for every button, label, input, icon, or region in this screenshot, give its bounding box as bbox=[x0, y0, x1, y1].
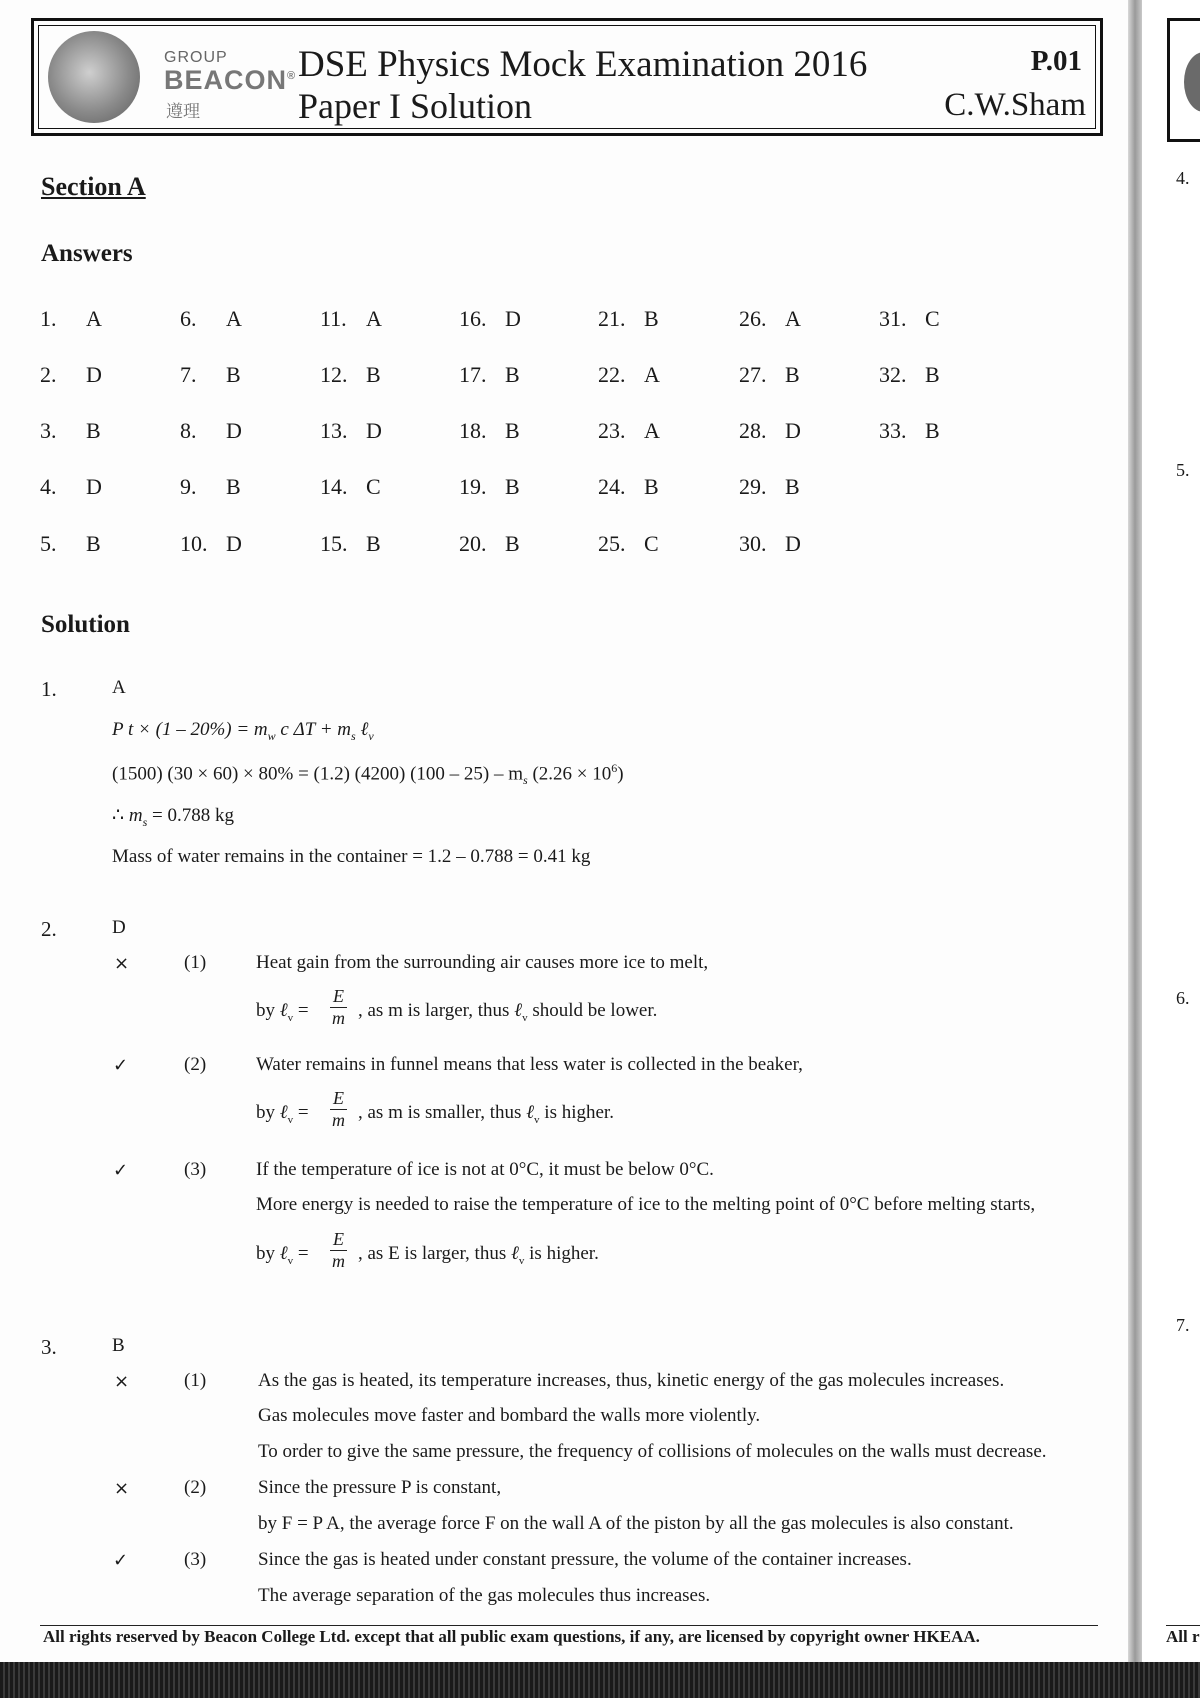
answer-item bbox=[320, 362, 381, 388]
q3-s3-text-1: Since the gas is heated under constant pressure, the volume of the container increases. bbox=[258, 1549, 912, 1570]
answer-letter: B bbox=[925, 418, 940, 443]
answer-item bbox=[459, 418, 520, 444]
answer-item bbox=[739, 362, 800, 388]
copyright-footer: All rights reserved by Beacon College Ltd. except that all public exam questions, if any, are licensed by copyright owner HKEAA. bbox=[43, 1627, 980, 1646]
adjacent-footer-divider bbox=[1166, 1625, 1200, 1626]
answer-letter: A bbox=[86, 306, 102, 331]
answer-letter: B bbox=[505, 418, 520, 443]
answer-letter: A bbox=[644, 418, 660, 443]
answer-number: 27. bbox=[739, 362, 767, 387]
answer-item bbox=[459, 474, 520, 500]
answer-number: 1. bbox=[40, 306, 57, 331]
q2-s2-fraction: $\frac{E}{m}$ bbox=[332, 1088, 345, 1130]
answer-letter: A bbox=[644, 362, 660, 387]
answer-number: 29. bbox=[739, 474, 767, 499]
q2-s1-tail: , as m is larger, thus ℓ$_v$ should be lower. bbox=[358, 1000, 658, 1024]
answer-item bbox=[180, 306, 242, 332]
answer-item bbox=[739, 418, 801, 444]
q1-equation-3: ∴ $m_s = 0.788$ kg bbox=[112, 805, 234, 829]
answer-number: 31. bbox=[879, 306, 907, 331]
page-number: P.01 bbox=[1030, 45, 1082, 77]
answer-number: 32. bbox=[879, 362, 907, 387]
answer-letter: B bbox=[226, 474, 241, 499]
answer-letter: D bbox=[86, 362, 102, 387]
answer-item bbox=[739, 531, 801, 557]
q2-s2-by: by ℓ$_v$ = bbox=[256, 1102, 309, 1126]
answer-item bbox=[180, 418, 242, 444]
answer-number: 13. bbox=[320, 418, 348, 443]
q2-s3-number: (3) bbox=[184, 1159, 207, 1180]
answer-number: 20. bbox=[459, 531, 487, 556]
answer-item bbox=[40, 531, 101, 557]
page-gutter bbox=[1128, 0, 1142, 1698]
answer-number: 28. bbox=[739, 418, 767, 443]
q3-s1-text-3: To order to give the same pressure, the frequency of collisions of molecules on the walls must decrease. bbox=[258, 1441, 1047, 1462]
answer-letter: A bbox=[785, 306, 801, 331]
answer-letter: B bbox=[644, 306, 659, 331]
author-name: C.W.Sham bbox=[944, 87, 1086, 123]
answer-number: 21. bbox=[598, 306, 626, 331]
answer-item bbox=[598, 362, 660, 388]
answer-number: 16. bbox=[459, 306, 487, 331]
answer-number: 23. bbox=[598, 418, 626, 443]
answer-item bbox=[598, 531, 659, 557]
answer-item bbox=[40, 474, 102, 500]
q3-s3-check-icon: ✓ bbox=[113, 1550, 129, 1571]
q1-number: 1. bbox=[41, 677, 57, 701]
q3-answer: B bbox=[112, 1335, 125, 1356]
q3-s1-cross-icon: × bbox=[114, 1371, 130, 1392]
q2-s3-fraction: $\frac{E}{m}$ bbox=[332, 1229, 345, 1271]
document-subtitle: Paper I Solution bbox=[298, 86, 532, 126]
answer-number: 5. bbox=[40, 531, 57, 556]
answer-number: 22. bbox=[598, 362, 626, 387]
q2-s3-text-2: More energy is needed to raise the temperature of ice to the melting point of 0°C before melting starts, bbox=[256, 1194, 1036, 1215]
answer-item bbox=[459, 362, 520, 388]
logo-beacon-text: BEACON® bbox=[164, 65, 297, 95]
answer-letter: B bbox=[644, 474, 659, 499]
q2-s2-tail: , as m is smaller, thus ℓ$_v$ is higher. bbox=[358, 1102, 614, 1126]
adjacent-question-6: 6. bbox=[1176, 988, 1190, 1008]
q1-equation-4: Mass of water remains in the container = 1.2 – 0.788 = 0.41 kg bbox=[112, 846, 591, 867]
q3-s2-number: (2) bbox=[184, 1477, 207, 1498]
answer-letter: B bbox=[366, 531, 381, 556]
adjacent-question-4: 4. bbox=[1176, 168, 1190, 188]
answer-item bbox=[739, 306, 801, 332]
page-header bbox=[31, 18, 1103, 136]
answer-item bbox=[320, 531, 381, 557]
answer-number: 15. bbox=[320, 531, 348, 556]
logo-chinese-text: 遵理 bbox=[166, 102, 200, 122]
section-title: Section A bbox=[41, 172, 146, 201]
q3-number: 3. bbox=[41, 1335, 57, 1359]
answer-number: 14. bbox=[320, 474, 348, 499]
answer-letter: D bbox=[785, 418, 801, 443]
answer-number: 4. bbox=[40, 474, 57, 499]
answer-letter: D bbox=[226, 531, 242, 556]
answer-letter: D bbox=[505, 306, 521, 331]
answer-letter: B bbox=[86, 418, 101, 443]
answer-letter: B bbox=[505, 362, 520, 387]
answer-number: 7. bbox=[180, 362, 197, 387]
q3-s1-text-2: Gas molecules move faster and bombard the walls more violently. bbox=[258, 1405, 761, 1426]
answer-number: 18. bbox=[459, 418, 487, 443]
adjacent-page bbox=[1142, 0, 1200, 1662]
q3-s1-text-1: As the gas is heated, its temperature increases, thus, kinetic energy of the gas molecules increases. bbox=[258, 1370, 1005, 1391]
answer-number: 25. bbox=[598, 531, 626, 556]
answer-item bbox=[879, 362, 940, 388]
beacon-logo-icon bbox=[48, 31, 140, 123]
answer-letter: B bbox=[505, 474, 520, 499]
answer-item bbox=[40, 362, 102, 388]
q2-s1-cross-icon: × bbox=[114, 953, 130, 974]
answer-letter: A bbox=[366, 306, 382, 331]
q3-s2-text-1: Since the pressure P is constant, bbox=[258, 1477, 502, 1498]
answer-item bbox=[459, 306, 521, 332]
q2-s3-by: by ℓ$_v$ = bbox=[256, 1243, 309, 1267]
answer-letter: C bbox=[366, 474, 381, 499]
answer-number: 8. bbox=[180, 418, 197, 443]
answer-number: 33. bbox=[879, 418, 907, 443]
answer-item bbox=[180, 474, 241, 500]
q2-s3-check-icon: ✓ bbox=[113, 1160, 129, 1181]
answer-letter: D bbox=[226, 418, 242, 443]
q2-s2-check-icon: ✓ bbox=[113, 1055, 129, 1076]
answer-item bbox=[40, 418, 101, 444]
q2-s1-fraction: $\frac{E}{m}$ bbox=[332, 986, 345, 1028]
answer-number: 11. bbox=[320, 306, 347, 331]
answer-item bbox=[879, 418, 940, 444]
answer-item bbox=[598, 418, 660, 444]
answer-item bbox=[40, 306, 102, 332]
answer-item bbox=[320, 474, 381, 500]
scan-bottom-edge bbox=[0, 1662, 1200, 1698]
answer-item bbox=[320, 306, 382, 332]
answer-item bbox=[598, 306, 659, 332]
q2-s3-tail: , as E is larger, thus ℓ$_v$ is higher. bbox=[358, 1243, 599, 1267]
answer-item bbox=[459, 531, 520, 557]
q2-s3-text-1: If the temperature of ice is not at 0°C, it must be below 0°C. bbox=[256, 1159, 714, 1180]
q3-s1-number: (1) bbox=[184, 1370, 207, 1391]
answer-item bbox=[598, 474, 659, 500]
q3-s3-text-2: The average separation of the gas molecules thus increases. bbox=[258, 1585, 711, 1606]
answer-letter: B bbox=[366, 362, 381, 387]
logo-group-text: GROUP bbox=[164, 49, 228, 66]
answers-heading: Answers bbox=[41, 240, 133, 267]
answer-item bbox=[180, 362, 241, 388]
answer-letter: B bbox=[785, 362, 800, 387]
adjacent-footer-fragment: All r bbox=[1166, 1627, 1200, 1646]
answer-letter: D bbox=[785, 531, 801, 556]
footer-divider bbox=[40, 1625, 1098, 1626]
q1-answer: A bbox=[112, 677, 126, 698]
answer-number: 19. bbox=[459, 474, 487, 499]
adjacent-question-5: 5. bbox=[1176, 460, 1190, 480]
answer-number: 30. bbox=[739, 531, 767, 556]
answer-number: 2. bbox=[40, 362, 57, 387]
answer-letter: B bbox=[785, 474, 800, 499]
answer-letter: C bbox=[644, 531, 659, 556]
answer-letter: D bbox=[366, 418, 382, 443]
answer-item bbox=[180, 531, 242, 557]
answer-letter: B bbox=[226, 362, 241, 387]
solution-heading: Solution bbox=[41, 611, 130, 638]
q3-s2-cross-icon: × bbox=[114, 1478, 130, 1499]
q3-s2-text-2: by F = P A, the average force F on the wall A of the piston by all the gas molecules is also constant. bbox=[258, 1513, 1014, 1534]
answer-letter: A bbox=[226, 306, 242, 331]
answer-number: 10. bbox=[180, 531, 208, 556]
answer-item bbox=[879, 306, 940, 332]
q3-s3-number: (3) bbox=[184, 1549, 207, 1570]
q2-s1-by: by ℓ$_v$ = bbox=[256, 1000, 309, 1024]
q2-number: 2. bbox=[41, 917, 57, 941]
answer-number: 26. bbox=[739, 306, 767, 331]
document-title: DSE Physics Mock Examination 2016 bbox=[298, 44, 868, 85]
q2-s2-text: Water remains in funnel means that less water is collected in the beaker, bbox=[256, 1054, 803, 1075]
q1-equation-2: (1500) (30 × 60) × 80% = (1.2) (4200) $(100 - 25) - m_s$ $(2.26 \times 10^6)$ bbox=[112, 761, 624, 788]
answer-number: 12. bbox=[320, 362, 348, 387]
answer-number: 6. bbox=[180, 306, 197, 331]
answer-number: 24. bbox=[598, 474, 626, 499]
answer-number: 17. bbox=[459, 362, 487, 387]
q2-s2-number: (2) bbox=[184, 1054, 207, 1075]
answer-number: 9. bbox=[180, 474, 197, 499]
answer-letter: D bbox=[86, 474, 102, 499]
answer-item bbox=[739, 474, 800, 500]
answer-item bbox=[320, 418, 382, 444]
answer-letter: B bbox=[925, 362, 940, 387]
q2-s1-number: (1) bbox=[184, 952, 207, 973]
answer-letter: B bbox=[86, 531, 101, 556]
q2-answer: D bbox=[112, 917, 126, 938]
adjacent-question-7: 7. bbox=[1176, 1315, 1190, 1335]
answer-letter: B bbox=[505, 531, 520, 556]
q1-equation-1: P $t \times (1 - 20\%) = m_w$ c $\Delta T + m_s$ ℓ$_v$ bbox=[112, 719, 374, 743]
answer-number: 3. bbox=[40, 418, 57, 443]
answer-letter: C bbox=[925, 306, 940, 331]
q2-s1-text: Heat gain from the surrounding air causes more ice to melt, bbox=[256, 952, 709, 973]
